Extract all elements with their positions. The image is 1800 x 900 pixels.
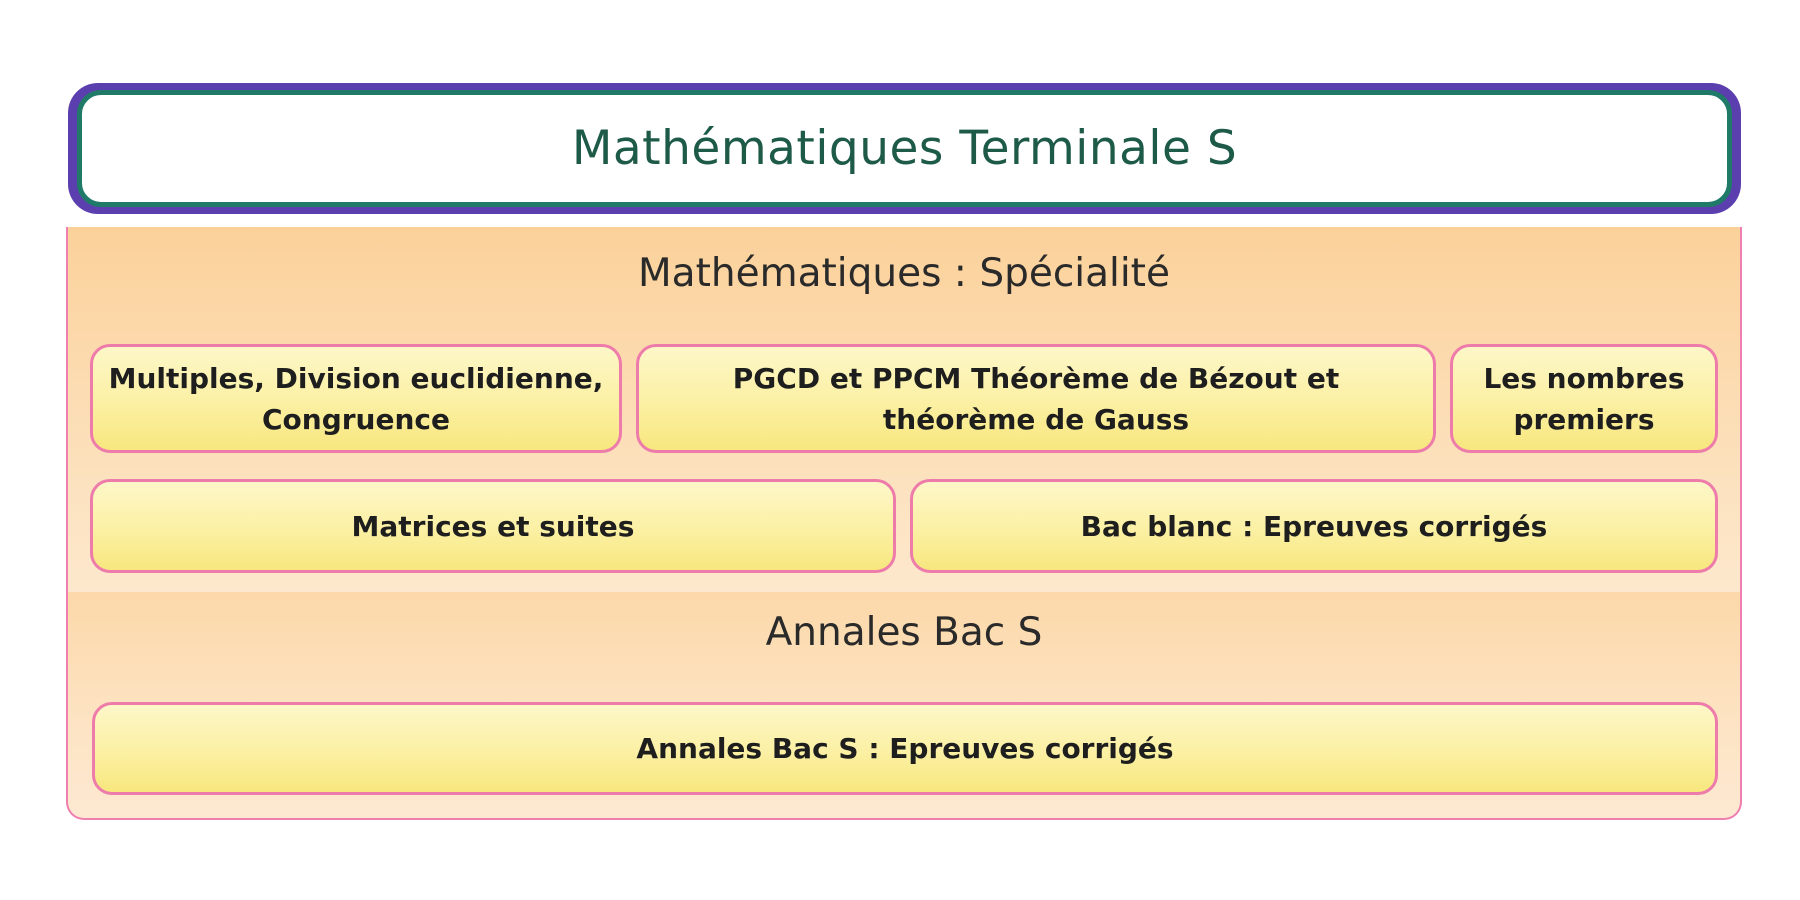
topic-label: PGCD et PPCM Théorème de Bézout et théorème de Gauss	[732, 361, 1340, 436]
topic-button-multiples-congruence[interactable]	[90, 344, 622, 453]
topic-label: Les nombres premiers	[1483, 361, 1685, 436]
header-card	[77, 90, 1732, 207]
specialite-section	[66, 227, 1742, 592]
topic-button-matrices-suites[interactable]	[90, 479, 896, 573]
header-banner	[68, 83, 1741, 214]
topic-button-nombres-premiers[interactable]	[1450, 344, 1718, 453]
topic-label: Annales Bac S : Epreuves corrigés	[636, 732, 1174, 765]
topic-button-annales-bac-s[interactable]	[92, 702, 1718, 795]
topic-label: Matrices et suites	[351, 509, 635, 543]
topic-button-bac-blanc[interactable]	[910, 479, 1718, 573]
page-title: Mathématiques Terminale S	[571, 121, 1238, 176]
topic-button-pgcd-bezout-gauss[interactable]	[636, 344, 1436, 453]
topic-label: Bac blanc : Epreuves corrigés	[1080, 509, 1548, 543]
topic-label: Multiples, Division euclidienne, Congruence	[108, 361, 604, 436]
annales-section-title: Annales Bac S	[765, 610, 1043, 655]
annales-section	[66, 592, 1742, 820]
specialite-section-title: Mathématiques : Spécialité	[638, 251, 1170, 296]
